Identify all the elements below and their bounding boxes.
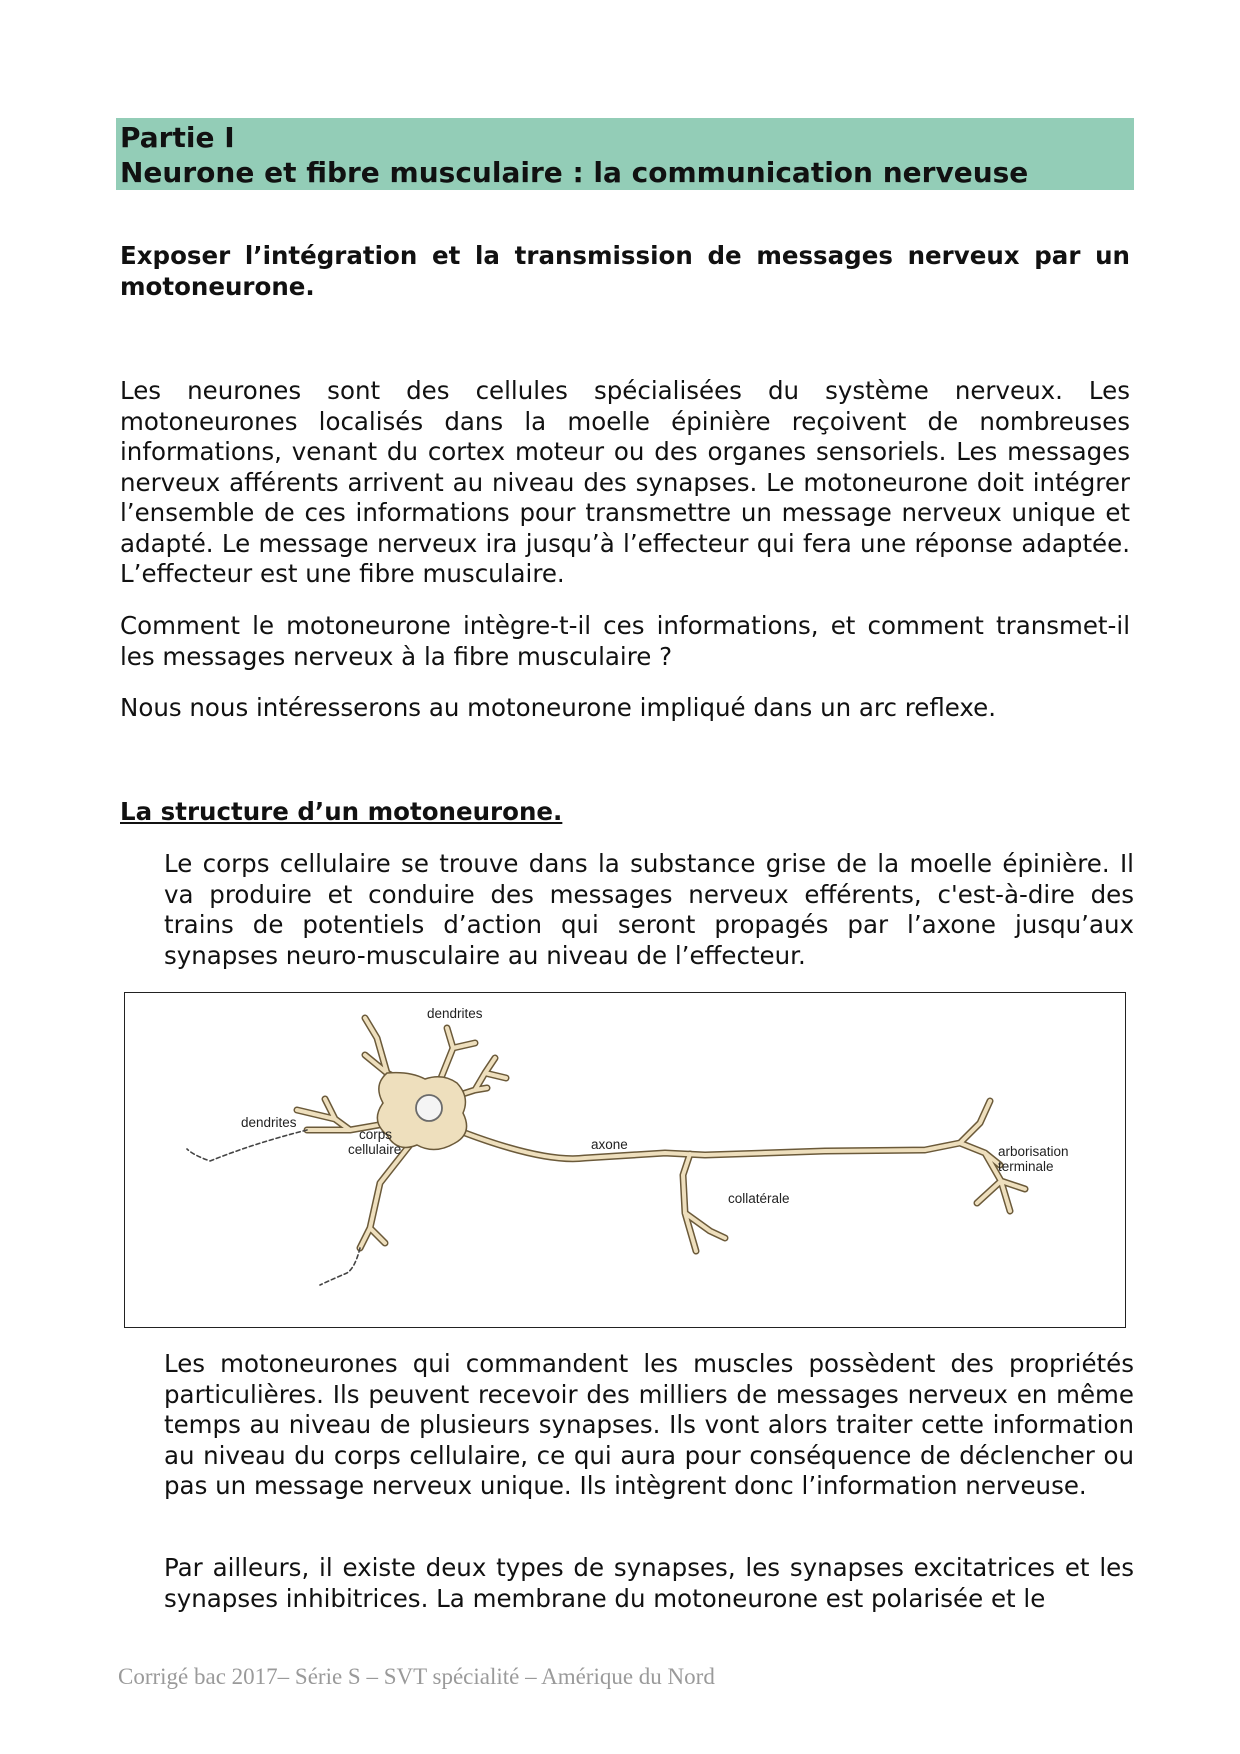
page-footer: Corrigé bac 2017– Série S – SVT spécialité – Amérique du Nord	[118, 1664, 715, 1689]
structure-paragraph-2: Les motoneurones qui commandent les muscles possèdent des propriétés particulières. Ils peuvent recevoir des milliers de messages nerveux en même temps au niveau de plusieurs synapses. Ils vont alors traiter cette information au niveau du corps cellulaire, ce qui aura pour conséquence de déclencher ou pas un message nerveux unique. Ils intègrent donc l’information nerveuse.	[164, 1349, 1134, 1500]
task-statement: Exposer l’intégration et la transmission de messages nerveux par un motoneurone.	[120, 241, 1130, 301]
label-dendrites-top: dendrites	[427, 1006, 483, 1021]
label-cellulaire: cellulaire	[348, 1142, 402, 1157]
nucleus	[416, 1095, 442, 1121]
label-dendrites-left: dendrites	[241, 1115, 297, 1130]
intro-paragraph-3: Nous nous intéresserons au motoneurone impliqué dans un arc reflexe.	[120, 693, 997, 722]
intro-paragraph-2: Comment le motoneurone intègre-t-il ces informations, et comment transmet-il les messages nerveux à la fibre musculaire ?	[120, 611, 1130, 671]
part-number: Partie I	[120, 121, 235, 154]
section-title: La structure d’un motoneurone.	[120, 797, 563, 826]
label-collaterale: collatérale	[728, 1191, 790, 1206]
structure-paragraph-3: Par ailleurs, il existe deux types de synapses, les synapses excitatrices et les synapses inhibitrices. La membrane du motoneurone est polarisée et le	[164, 1553, 1134, 1613]
structure-paragraph-1: Le corps cellulaire se trouve dans la substance grise de la moelle épinière. Il va produire et conduire des messages nerveux efférents, c'est-à-dire des trains de potentiels d’action qui seront propagés par l’axone jusqu’aux synapses neuro-musculaire au niveau de l’effecteur.	[164, 849, 1134, 970]
label-terminale: terminale	[998, 1159, 1054, 1174]
intro-paragraph-1: Les neurones sont des cellules spécialisées du système nerveux. Les motoneurones localisés dans la moelle épinière reçoivent de nombreuses informations, venant du cortex moteur ou des organes sensoriels. Les messages nerveux afférents arrivent au niveau des synapses. Le motoneurone doit intégrer l’ensemble de ces informations pour transmettre un message nerveux unique et adapté. Le message nerveux ira jusqu’à l’effecteur qui fera une réponse adaptée. L’effecteur est une fibre musculaire.	[120, 376, 1130, 588]
neuron-drawing	[125, 993, 1125, 1327]
neuron-diagram	[124, 992, 1126, 1328]
dashed-dendrite-left	[187, 1130, 307, 1161]
part-title: Neurone et fibre musculaire : la communication nerveuse	[120, 156, 1029, 189]
label-axone: axone	[591, 1137, 628, 1152]
label-corps: corps	[359, 1127, 393, 1142]
dashed-dendrite-bottom	[320, 1248, 360, 1285]
label-arborisation: arborisation	[998, 1144, 1069, 1159]
part-header	[116, 118, 1134, 190]
